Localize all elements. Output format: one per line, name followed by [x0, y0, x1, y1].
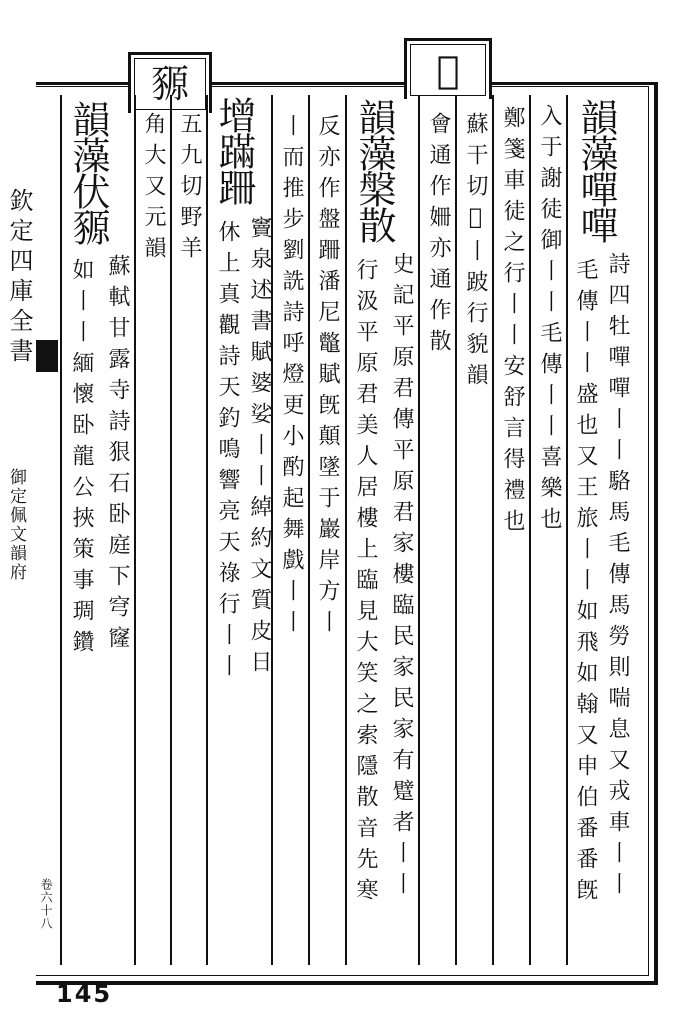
column-rule — [418, 95, 420, 965]
column-rule — [170, 95, 172, 965]
text-column: 史記平原君傳平原君家樓臨民家民家有躄者丨丨 — [389, 252, 414, 903]
column-rule — [206, 95, 208, 965]
entry-heading-pansan: 韻藻槃散 — [352, 98, 396, 242]
text-column: 蘇干切𨇵丨跛行貌韻 — [463, 112, 488, 394]
column-rule — [529, 95, 531, 965]
page-number: 145 — [56, 980, 113, 1008]
text-column: 角大又元韻 — [141, 112, 166, 267]
folio-number: 卷六十八 — [39, 878, 53, 930]
text-column: 入于謝徒御丨丨毛傳丨丨喜樂也 — [537, 104, 562, 538]
head-char-left: 豲 — [150, 62, 189, 106]
book-title: 欽定四庫全書 — [5, 188, 33, 368]
head-char-tab-right — [404, 38, 492, 99]
entry-heading-fuhuan: 韻藻伏豲 — [66, 100, 110, 244]
entry-heading-mansan: 增蹣跚 — [212, 96, 256, 204]
text-column: 會通作姍亦通作散 — [426, 112, 451, 360]
text-column: 竇泉述書賦婆娑丨丨綽約文質皮日 — [247, 216, 272, 681]
text-column: 行汲平原君美人居樓上臨見大笑之索隱散音先寒 — [353, 258, 378, 909]
column-rule — [492, 95, 494, 965]
text-column: 如丨丨緬懷卧龍公挾策事琱鑽 — [69, 258, 94, 661]
column-rule — [134, 95, 136, 965]
text-column: 詩四牡嘽嘽丨丨駱馬毛傳馬勞則喘息又戎車丨丨 — [605, 252, 630, 903]
column-rule — [308, 95, 310, 965]
head-char-right: 𨇵 — [436, 48, 460, 92]
left-margin — [0, 88, 53, 978]
text-column: 五九切野羊 — [177, 112, 202, 267]
column-rule — [345, 95, 347, 965]
text-column: 丨而推步劉詵詩呼燈更小酌起舞戲丨丨 — [279, 114, 304, 641]
text-column: 蘇軾甘露寺詩狠石卧庭下穹窿 — [105, 254, 130, 657]
column-rule — [455, 95, 457, 965]
column-rule — [60, 95, 62, 965]
entry-heading-tantan: 韻藻嘽嘽 — [574, 98, 618, 242]
text-column: 休上真觀詩天釣鳴響亮天祿行丨丨 — [215, 220, 240, 685]
text-column: 反亦作盤跚潘尼鼈賦旣顛墜于巖岸方丨 — [315, 114, 340, 641]
book-subtitle: 御定佩文韻府 — [6, 468, 26, 582]
text-column: 鄭箋車徒之行丨丨安舒言得禮也 — [500, 106, 525, 540]
column-rule — [566, 95, 568, 965]
text-column: 毛傳丨丨盛也又王旅丨丨如飛如翰又申伯番番旣 — [573, 258, 598, 909]
